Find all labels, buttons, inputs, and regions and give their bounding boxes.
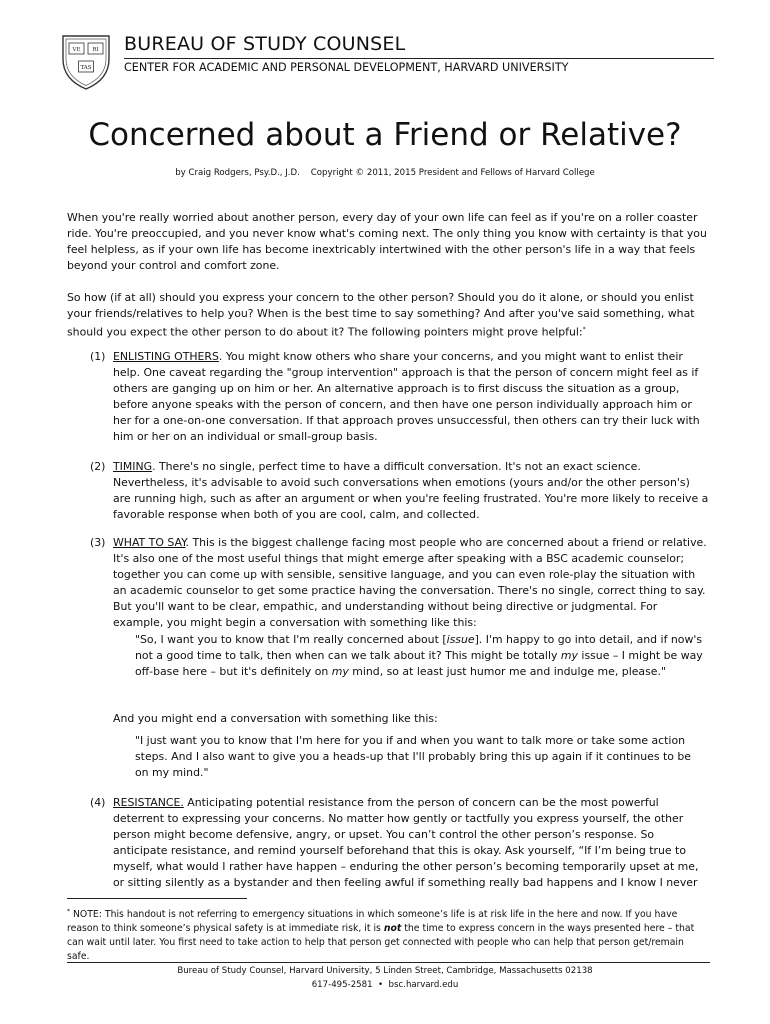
quote-part: mind, so at least just humor me and indulge me, please." <box>348 665 666 678</box>
quote-part: ]. I'm happy to go into detail, and if now's not a good time to talk, then when can we talk about it? This might be totally <box>135 633 703 662</box>
item-title: RESISTANCE. <box>113 796 184 809</box>
footnote-text: the time to express concern in the ways presented here – that can wait until later. You first need to take action to help that person get connected with people who can help that person get/remain safe. <box>67 923 695 963</box>
item-title: WHAT TO SAY <box>113 536 186 549</box>
quote-part: "So, I want you to know that I'm really concerned about [ <box>135 633 447 646</box>
shield-text-ve: VE <box>72 47 81 53</box>
list-item-enlisting-others <box>90 349 710 445</box>
quote-example-closing: "I just want you to know that I'm here for you if and when you want to talk more or take some action steps. And I also want to give you a heads-up that I'll probably bring this up again if it continues to be on my mind." <box>135 734 691 779</box>
footnote-emphasis: not <box>383 923 402 935</box>
intro-paragraph-2-text: So how (if at all) should you express your concern to the other person? Should you do it alone, or should you enlist your friends/relatives to help you? When is the best time to say something? And after you've said something, what should you expect the other person to do about it? The following pointers might prove helpful: <box>67 291 695 339</box>
document-title: Concerned about a Friend or Relative? <box>88 117 682 153</box>
quote-emphasis: my <box>331 665 349 678</box>
quote-emphasis: my <box>560 649 578 662</box>
item-number: (3) <box>90 536 106 549</box>
list-item-timing <box>90 459 710 523</box>
footnote-marker: * <box>582 326 586 333</box>
bureau-subtitle: CENTER FOR ACADEMIC AND PERSONAL DEVELOPMENT, HARVARD UNIVERSITY <box>124 61 569 74</box>
item-number: (4) <box>90 796 106 809</box>
footer-address: Bureau of Study Counsel, Harvard University, 5 Linden Street, Cambridge, Massachusetts 02138 <box>177 966 593 976</box>
footnote-marker: * <box>67 908 70 915</box>
item-text: . You might know others who share your concerns, and you might want to enlist their help. One caveat regarding the "group intervention" approach is that the person of concern might feel as if others are ganging up on him or her. An alternative approach is to first discuss the situation as a group, before anyone speaks with the person of concern, and then have one person individually approach him or her for a one-on-one conversation. If that approach proves unsuccessful, then others can try their luck with him or her on an individual or small-group basis. <box>113 350 700 443</box>
byline: by Craig Rodgers, Psy.D., J.D. Copyright © 2011, 2015 President and Fellows of Harvard College <box>175 168 595 178</box>
item-number: (2) <box>90 460 106 473</box>
shield-text-ri: RI <box>92 47 99 53</box>
item-title: ENLISTING OTHERS <box>113 350 219 363</box>
footnote-text: This handout is not referring to emergency situations in which someone’s life is at risk life in the here and now. If you have reason to think someone’s physical safety is at immediate risk, it is <box>67 909 678 935</box>
shield-text-tas: TAS <box>80 65 92 71</box>
footnote-divider <box>67 898 247 899</box>
item-text: . This is the biggest challenge facing most people who are concerned about a friend or relative. It's also one of the most useful things that might emerge after speaking with a BSC academic counselor; together you can come up with sensible, sensitive language, and you can even role-play the situation with an academic counselor to get some practice having the conversation. There's no single, correct thing to say. But you'll want to be clear, empathic, and understanding without being directive or judgmental. For example, you might begin a conversation with something like this: <box>113 536 707 629</box>
quote-example-opening <box>135 632 705 680</box>
quote-emphasis: issue <box>446 633 475 646</box>
item-title: TIMING <box>113 460 153 473</box>
item-number: (1) <box>90 350 106 363</box>
intro-paragraph-1: When you're really worried about another person, every day of your own life can feel as if you're on a roller coaster ride. You're preoccupied, and you never know what's coming next. The only thing you know with certainty is that you feel helpless, as if your own life has become inextricably intertwined with the other person's life in a way that feels beyond your control and comfort zone. <box>67 211 707 272</box>
footer-contact: 617-495-2581 • bsc.harvard.edu <box>311 980 459 990</box>
list-item-what-to-say <box>90 535 710 631</box>
bureau-title: BUREAU OF STUDY COUNSEL <box>124 33 406 55</box>
header-divider <box>124 58 714 59</box>
ending-intro-text: And you might end a conversation with something like this: <box>113 712 438 725</box>
list-item-resistance <box>90 795 710 891</box>
quote-part: issue – I might be way off-base here – but it's definitely on <box>135 649 703 678</box>
harvard-shield-logo <box>60 33 112 91</box>
footnote-label: NOTE: <box>72 909 102 921</box>
item-text: . There's no single, perfect time to have a difficult conversation. It's not an exact science. Nevertheless, it's advisable to avoid such conversations when emotions (yours and/or the other person's) are running high, such as after an argument or when you're feeling frustrated. You're more likely to receive a favorable response when both of you are cool, calm, and collected. <box>113 460 709 521</box>
footnote <box>67 905 707 964</box>
item-text: Anticipating potential resistance from the person of concern can be the most powerful deterrent to expressing your concerns. No matter how gently or tactfully you express yourself, the other person might become defensive, angry, or upset. You can’t control the other person’s response. So anticipate resistance, and remind yourself beforehand that this is okay. Ask yourself, “If I’m being true to myself, what would I rather have happen – enduring the other person’s becoming temporarily upset at me, or sitting silently as a bystander and then feeling awful if something really bad happens and I know I never <box>113 796 699 889</box>
footer-divider <box>67 962 710 963</box>
intro-paragraph-2 <box>67 290 712 341</box>
